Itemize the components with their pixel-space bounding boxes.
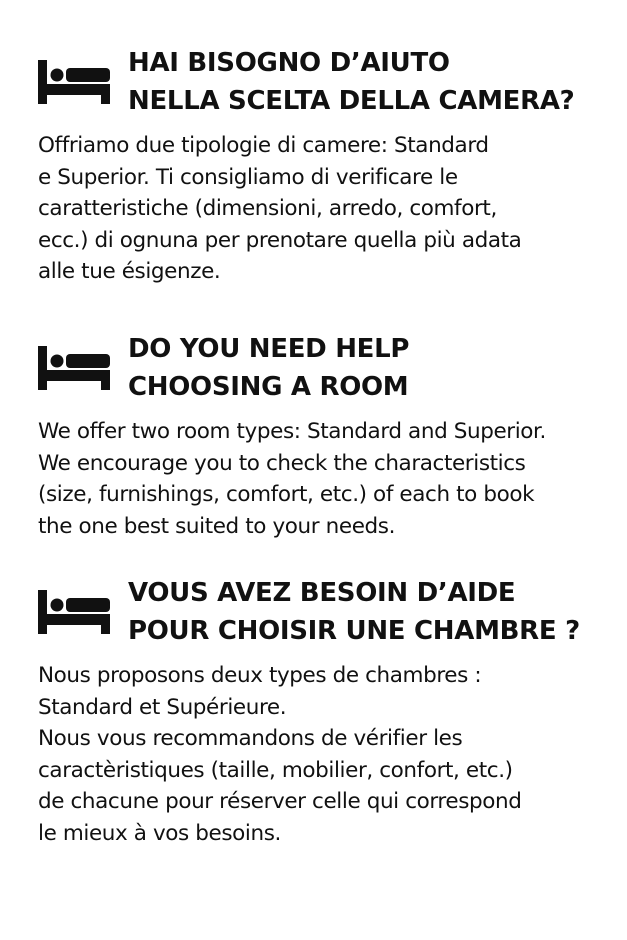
section-header xyxy=(38,574,598,650)
body-line: e Superior. Ti consigliamo di verificare le xyxy=(38,164,458,190)
heading-line: VOUS AVEZ BESOIN D’AIDE xyxy=(128,578,516,608)
section-english xyxy=(38,330,598,542)
body-line: alle tue ésigenze. xyxy=(38,259,221,284)
section-header xyxy=(38,44,598,120)
body-line: caractèristiques (taille, mobilier, confort, etc.) xyxy=(38,757,513,783)
heading-line: HAI BISOGNO D’AIUTO xyxy=(128,48,450,78)
body-line: Offriamo due tipologie di camere: Standard xyxy=(38,133,489,158)
bed-icon xyxy=(38,586,110,638)
body-line: We encourage you to check the characteristics xyxy=(38,450,526,476)
heading-line: NELLA SCELTA DELLA CAMERA? xyxy=(128,86,575,116)
body-line: the one best suited to your needs. xyxy=(38,513,396,539)
section-body xyxy=(38,416,598,542)
body-line: Nous proposons deux types de chambres : xyxy=(38,663,482,688)
body-line: (size, furnishings, comfort, etc.) of each to book xyxy=(38,482,535,507)
body-line: ecc.) di ognuna per prenotare quella più adata xyxy=(38,227,522,253)
section-heading xyxy=(128,330,409,406)
section-body xyxy=(38,130,598,288)
heading-line: POUR CHOISIR UNE CHAMBRE ? xyxy=(128,616,580,646)
body-line: caratteristiche (dimensioni, arredo, comfort, xyxy=(38,196,497,221)
body-line: Standard et Supérieure. xyxy=(38,694,287,720)
section-french xyxy=(38,574,598,849)
body-line: We offer two room types: Standard and Superior. xyxy=(38,419,546,444)
body-line: de chacune pour réserver celle qui correspond xyxy=(38,789,522,814)
section-heading xyxy=(128,44,574,120)
body-line: Nous vous recommandons de vérifier les xyxy=(38,726,463,751)
section-heading xyxy=(128,574,580,650)
heading-line: DO YOU NEED HELP xyxy=(128,334,410,364)
section-italian xyxy=(38,44,598,288)
bed-icon xyxy=(38,56,110,108)
heading-line: CHOOSING A ROOM xyxy=(128,372,409,402)
body-line: le mieux à vos besoins. xyxy=(38,820,281,846)
bed-icon xyxy=(38,342,110,394)
section-body xyxy=(38,660,598,849)
section-header xyxy=(38,330,598,406)
